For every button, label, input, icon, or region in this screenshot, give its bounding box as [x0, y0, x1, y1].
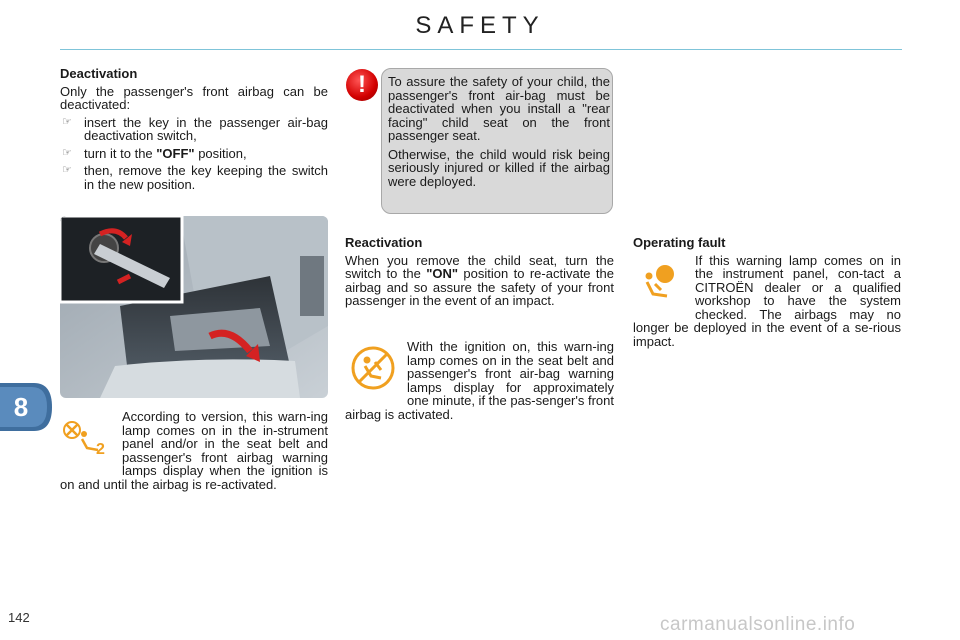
- airbag-switch-photo: [60, 216, 328, 398]
- operating-fault-heading: Operating fault: [633, 235, 726, 250]
- airbag-warning-lamp-icon: [345, 340, 401, 396]
- version-note: [60, 410, 328, 491]
- section-8-tab[interactable]: [0, 383, 52, 431]
- header-rule: [60, 49, 902, 50]
- reactivation-text: When you remove the child seat, turn the switch to the "ON" position to re-activate the airbag and so assure the safety of your front passenger in the event of an impact.: [345, 252, 614, 308]
- operating-fault-section: [633, 236, 901, 348]
- section-number: 8: [13, 392, 29, 422]
- pointing-hand-icon: ☞: [62, 115, 72, 128]
- version-note-text: According to version, this warn-ing lamp comes on in the in-strument panel and/or in the seat belt and passenger's front airbag warning lamps display when the ignition is on and until the airbag is re-activated.: [60, 409, 328, 492]
- reactivation-section: [345, 236, 614, 308]
- warning-text: To assure the safety of your child, the passenger's front air-bag must be deactivated when you install a "rear facing" child seat on the front passenger seat.: [388, 74, 610, 143]
- operating-fault-text: If this warning lamp comes on in the instrument panel, con-tact a CITROËN dealer or a qualified workshop to have the system checked. The airbags may no longer be deployed in the event of a se-rious impact.: [633, 252, 901, 349]
- reactivation-heading: Reactivation: [345, 235, 423, 250]
- airbag-fault-lamp-icon: [633, 254, 689, 310]
- exclamation-warning-icon: !: [346, 69, 378, 101]
- ignition-note-text: With the ignition on, this warn-ing lamp comes on in the seat belt and passenger's front air-bag warning lamps display for approximately one minute, if the pas-senger's front airbag is activated.: [345, 339, 614, 422]
- ignition-note: [345, 340, 614, 421]
- warning-text: Otherwise, the child would risk being seriously injured or killed if the airbag were deployed.: [388, 146, 610, 189]
- page-title: SAFETY: [415, 12, 545, 39]
- deactivation-step: ☞ turn it to the "OFF" position,: [62, 145, 247, 161]
- deactivation-step: ☞ insert the key in the passenger air-bag deactivation switch,: [62, 114, 328, 143]
- passenger-airbag-off-icon: [60, 410, 116, 466]
- deactivation-step: ☞ then, remove the key keeping the switch in the new position.: [62, 163, 328, 192]
- deactivation-heading: Deactivation: [60, 66, 138, 81]
- deactivation-intro: Only the passenger's front airbag can be deactivated:: [60, 83, 328, 112]
- page-number: 142: [8, 610, 30, 625]
- watermark: carmanualsonline.info: [660, 614, 856, 635]
- pointing-hand-icon: ☞: [62, 146, 72, 159]
- pointing-hand-icon: ☞: [62, 164, 72, 176]
- child-safety-warning-box: [381, 68, 613, 214]
- glovebox-illustration: [60, 216, 328, 398]
- deactivation-section: [60, 67, 328, 191]
- svg-text:2: 2: [96, 441, 105, 458]
